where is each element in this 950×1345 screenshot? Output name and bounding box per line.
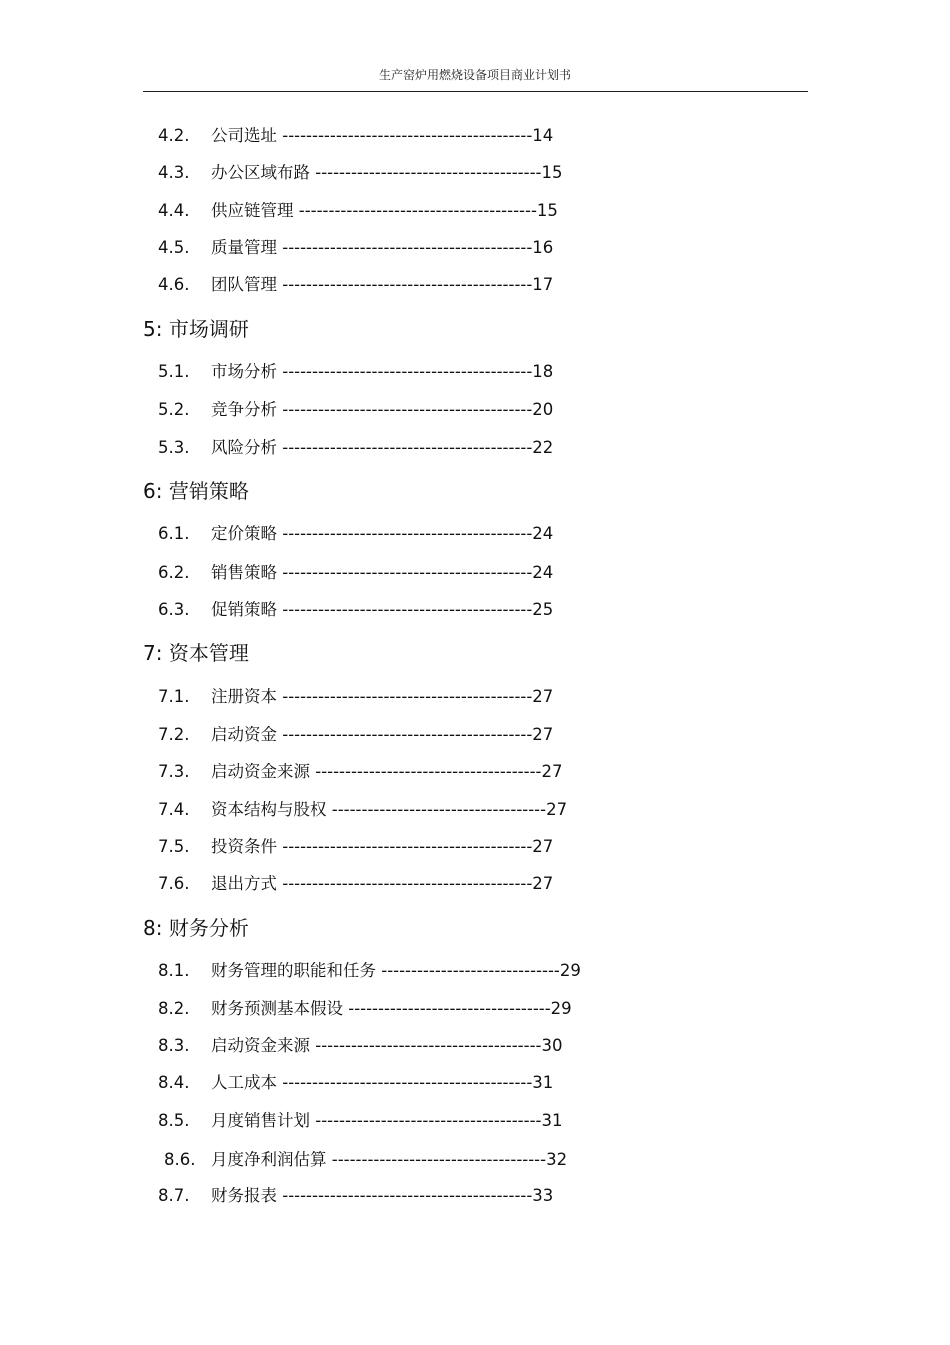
toc-entry-text: 人工成本 ------------------------------------------31 [211, 1073, 554, 1092]
header-divider [143, 91, 808, 92]
toc-entry-number: 4.3. [158, 163, 190, 182]
toc-entry-text: 办公区域布路 --------------------------------------15 [211, 163, 563, 182]
toc-entry-text: 团队管理 ------------------------------------------17 [211, 275, 554, 294]
toc-entry-number: 5.3. [158, 438, 190, 457]
toc-entry-text: 竞争分析 ------------------------------------------20 [211, 400, 554, 419]
toc-entry-text: 月度销售计划 --------------------------------------31 [211, 1111, 563, 1130]
toc-entry-number: 7.5. [158, 837, 190, 856]
toc-entry-number: 5.2. [158, 400, 190, 419]
toc-entry-number: 7.4. [158, 800, 190, 819]
toc-entry-text: 资本结构与股权 ------------------------------------27 [211, 800, 568, 819]
toc-entry-text: 投资条件 ------------------------------------------27 [211, 837, 554, 856]
toc-entry-text: 注册资本 ------------------------------------------27 [211, 687, 554, 706]
section-heading[interactable]: 5: 市场调研 [143, 317, 249, 341]
page-header-title: 生产窑炉用燃烧设备项目商业计划书 [378, 68, 571, 82]
toc-entry-number: 7.1. [158, 687, 190, 706]
toc-entry-number: 7.3. [158, 762, 190, 781]
toc-entry-number: 6.3. [158, 600, 190, 619]
toc-entry-text: 月度净利润估算 ------------------------------------32 [211, 1150, 568, 1169]
toc-entry-number: 8.3. [158, 1036, 190, 1055]
toc-entry-number: 5.1. [158, 362, 190, 381]
toc-entry-number: 4.4. [158, 201, 190, 220]
section-heading[interactable]: 6: 营销策略 [143, 479, 249, 503]
toc-entry-number: 6.2. [158, 563, 190, 582]
section-heading[interactable]: 8: 财务分析 [143, 916, 249, 940]
toc-entry-number: 8.5. [158, 1111, 190, 1130]
toc-entry-text: 风险分析 ------------------------------------------22 [211, 438, 554, 457]
toc-entry-number: 8.4. [158, 1073, 190, 1092]
toc-entry-number: 4.2. [158, 126, 190, 145]
toc-entry-text: 启动资金来源 --------------------------------------30 [211, 1036, 563, 1055]
toc-entry-text: 启动资金 ------------------------------------------27 [211, 725, 554, 744]
toc-entry-number: 4.6. [158, 275, 190, 294]
toc-entry-number: 7.2. [158, 725, 190, 744]
toc-entry-text: 定价策略 ------------------------------------------24 [211, 524, 554, 543]
toc-entry-number: 8.6. [164, 1150, 196, 1169]
toc-entry-number: 4.5. [158, 238, 190, 257]
toc-entry-text: 财务管理的职能和任务 ------------------------------29 [211, 961, 581, 980]
toc-entry-number: 8.1. [158, 961, 190, 980]
toc-entry-text: 销售策略 ------------------------------------------24 [211, 563, 554, 582]
toc-entry-text: 促销策略 ------------------------------------------25 [211, 600, 554, 619]
toc-entry-text: 供应链管理 ----------------------------------------15 [211, 201, 558, 220]
section-heading[interactable]: 7: 资本管理 [143, 641, 249, 665]
toc-entry-number: 7.6. [158, 874, 190, 893]
toc-entry-text: 公司选址 ------------------------------------------14 [211, 126, 554, 145]
toc-entry-text: 市场分析 ------------------------------------------18 [211, 362, 554, 381]
toc-entry-number: 8.2. [158, 999, 190, 1018]
toc-entry-text: 财务报表 ------------------------------------------33 [211, 1186, 554, 1205]
toc-entry-text: 退出方式 ------------------------------------------27 [211, 874, 554, 893]
toc-entry-text: 质量管理 ------------------------------------------16 [211, 238, 554, 257]
toc-entry-text: 启动资金来源 --------------------------------------27 [211, 762, 563, 781]
toc-entry-number: 6.1. [158, 524, 190, 543]
toc-entry-number: 8.7. [158, 1186, 190, 1205]
toc-entry-text: 财务预测基本假设 ----------------------------------29 [211, 999, 572, 1018]
